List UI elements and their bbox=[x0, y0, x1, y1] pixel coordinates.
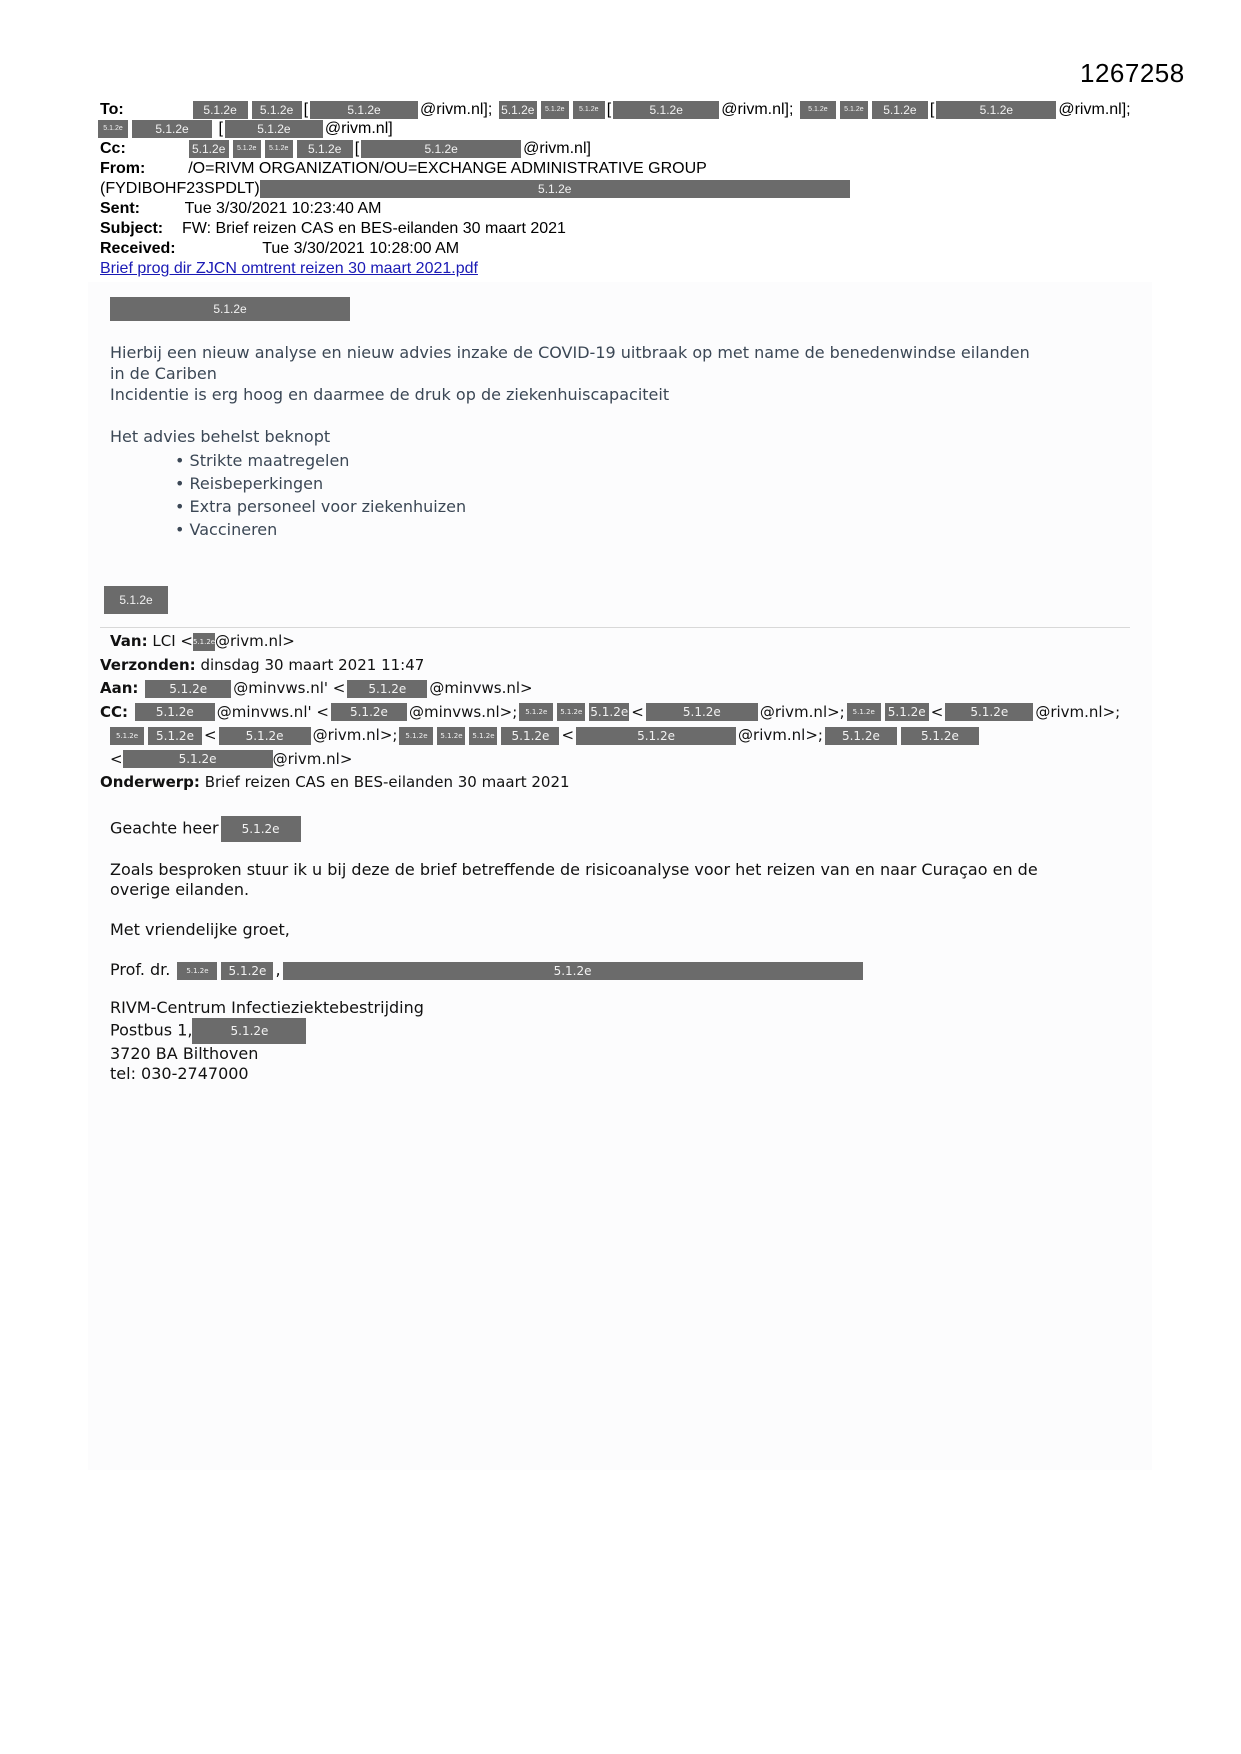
cc-line-original-3 bbox=[100, 748, 1120, 772]
redaction: 5.1.2e bbox=[576, 727, 736, 745]
to-line: To: 5.1.2e 5.1.2e [ 5.1.2e @rivm.nl]; 5.1.2e 5.1.2e 5.1.2e [ 5.1.2e @rivm.nl]; 5.1.2e 5.1.2e 5.1.2e [ 5.1.2e @rivm.nl]; bbox=[100, 101, 1131, 118]
redaction: 5.1.2e bbox=[936, 101, 1056, 119]
redaction: 5.1.2e bbox=[399, 727, 433, 745]
from-value-2: (FYDIBOHF23SPDLT) bbox=[100, 180, 260, 197]
city-line: 3720 BA Bilthoven bbox=[110, 1044, 259, 1063]
letter-body-2: overige eilanden. bbox=[110, 880, 250, 899]
redaction: 5.1.2e bbox=[519, 703, 553, 721]
advice-list bbox=[110, 449, 1140, 541]
email-domain: @rivm.nl]; bbox=[1058, 101, 1131, 118]
redaction: 5.1.2e bbox=[825, 727, 897, 745]
redaction: 5.1.2e bbox=[437, 727, 465, 745]
redaction: 5.1.2e bbox=[123, 750, 273, 768]
redaction: 5.1.2e bbox=[590, 705, 629, 719]
email-domain: @rivm.nl] bbox=[523, 140, 591, 157]
forward-line-3: Incidentie is erg hoog en daarmee de druk op de ziekenhuiscapaciteit bbox=[110, 385, 670, 404]
aan-value-1: @minvws.nl' < bbox=[233, 679, 346, 697]
lt: < bbox=[561, 726, 575, 744]
redaction: 5.1.2e bbox=[148, 727, 202, 745]
cc-line: Cc: 5.1.2e 5.1.2e 5.1.2e 5.1.2e [ 5.1.2e @rivm.nl] bbox=[100, 140, 591, 157]
redaction: 5.1.2e bbox=[310, 101, 418, 119]
redaction: 5.1.2e bbox=[110, 297, 350, 321]
cc-rivm: @rivm.nl>; bbox=[312, 726, 398, 744]
advice-intro: Het advies behelst beknopt bbox=[110, 427, 331, 446]
letter bbox=[110, 816, 1140, 1084]
redaction: 5.1.2e bbox=[573, 101, 605, 119]
cc-line-original bbox=[100, 701, 1120, 725]
forward-message bbox=[110, 342, 1140, 541]
redaction: 5.1.2e bbox=[225, 120, 323, 138]
redaction: 5.1.2e bbox=[557, 703, 585, 721]
email-domain: @rivm.nl]; bbox=[721, 101, 794, 118]
redaction: 5.1.2e bbox=[221, 816, 301, 842]
advice-item: • Reisbeperkingen bbox=[175, 472, 1140, 495]
redaction: 5.1.2e bbox=[221, 962, 273, 980]
redaction: 5.1.2e bbox=[189, 140, 229, 158]
cc-minvws-2: @minvws.nl>; bbox=[408, 702, 518, 721]
redaction: 5.1.2e bbox=[800, 101, 836, 119]
received-value: Tue 3/30/2021 10:28:00 AM bbox=[262, 240, 460, 257]
lt: < bbox=[110, 749, 123, 768]
redaction: 5.1.2e bbox=[297, 140, 353, 158]
cc-line-original-2 bbox=[100, 724, 1120, 748]
cc-label: Cc: bbox=[100, 140, 126, 157]
document-id: 1267258 bbox=[1080, 58, 1185, 88]
greeting: Geachte heer bbox=[110, 818, 219, 838]
redaction: 5.1.2e bbox=[283, 962, 863, 980]
redaction: 5.1.2e bbox=[132, 120, 212, 138]
redaction: 5.1.2e bbox=[192, 1018, 306, 1044]
forward-line-1: Hierbij een nieuw analyse en nieuw advies inzake de COVID-19 uitbraak op met name de benedenwindse eilanden bbox=[110, 343, 1030, 362]
cc-minvws-1: @minvws.nl' < bbox=[216, 702, 329, 721]
lt: < bbox=[204, 726, 217, 744]
redaction: 5.1.2e bbox=[104, 586, 168, 614]
email-domain: @rivm.nl] bbox=[324, 120, 393, 137]
from-label: From: bbox=[100, 160, 146, 177]
redaction: 5.1.2e bbox=[110, 727, 144, 745]
redaction: 5.1.2e bbox=[135, 703, 215, 721]
redaction: 5.1.2e bbox=[265, 140, 293, 158]
sent-line bbox=[100, 199, 382, 219]
redaction: 5.1.2e bbox=[499, 101, 537, 119]
aan-label: Aan: bbox=[100, 679, 139, 697]
onderwerp-value: Brief reizen CAS en BES-eilanden 30 maart 2021 bbox=[204, 773, 570, 791]
redaction: 5.1.2e bbox=[945, 703, 1033, 721]
redaction: 5.1.2e bbox=[901, 727, 979, 745]
redaction: 5.1.2e bbox=[233, 140, 261, 158]
redaction: 5.1.2e bbox=[885, 703, 929, 721]
advice-item: • Strikte maatregelen bbox=[175, 449, 1140, 472]
lt: < bbox=[631, 702, 644, 721]
advice-item: • Vaccineren bbox=[175, 518, 1140, 541]
org-name: RIVM-Centrum Infectieziektebestrijding bbox=[110, 998, 424, 1017]
attachment-link[interactable]: Brief prog dir ZJCN omtrent reizen 30 maart 2021.pdf bbox=[100, 260, 478, 277]
onderwerp-label: Onderwerp: bbox=[100, 773, 200, 791]
verzonden-value: dinsdag 30 maart 2021 11:47 bbox=[200, 655, 425, 674]
forward-line-2: in de Cariben bbox=[110, 364, 217, 383]
verzonden-line bbox=[100, 654, 1120, 678]
greeting-line bbox=[110, 816, 1140, 842]
redaction: 5.1.2e bbox=[361, 140, 521, 158]
redaction: 5.1.2e bbox=[219, 727, 311, 745]
received-line bbox=[100, 239, 459, 259]
redaction: 5.1.2e bbox=[347, 680, 427, 698]
sent-label: Sent: bbox=[100, 200, 140, 217]
redaction: 5.1.2e bbox=[145, 680, 231, 698]
sent-value: Tue 3/30/2021 10:23:40 AM bbox=[184, 200, 382, 217]
cc-rivm: @rivm.nl>; bbox=[738, 726, 823, 744]
subject-line bbox=[100, 219, 566, 239]
redaction: 5.1.2e bbox=[469, 727, 497, 745]
redaction: 5.1.2e bbox=[193, 101, 248, 119]
cc-label-original: CC: bbox=[100, 702, 129, 721]
original-header bbox=[100, 630, 1120, 795]
redaction: 5.1.2e bbox=[501, 727, 559, 745]
tel-line: tel: 030-2747000 bbox=[110, 1064, 249, 1083]
separator bbox=[100, 627, 1130, 628]
cc-rivm-end: @rivm.nl> bbox=[272, 749, 353, 768]
email-domain: @rivm.nl]; bbox=[420, 101, 493, 118]
to-line-2: 5.1.2e 5.1.2e [ 5.1.2e @rivm.nl] bbox=[100, 119, 393, 139]
aan-value-2: @minvws.nl> bbox=[429, 679, 533, 697]
redaction: 5.1.2e bbox=[193, 633, 215, 651]
onderwerp-line bbox=[100, 771, 1120, 795]
cc-rivm: @rivm.nl>; bbox=[1035, 702, 1121, 721]
aan-line bbox=[100, 677, 1120, 701]
advice-item: • Extra personeel voor ziekenhuizen bbox=[175, 495, 1140, 518]
verzonden-label: Verzonden: bbox=[100, 655, 196, 674]
title-prefix: Prof. dr. bbox=[110, 960, 171, 979]
comma: , bbox=[275, 960, 281, 979]
redaction: 5.1.2e bbox=[252, 101, 302, 119]
redaction: 5.1.2e bbox=[847, 703, 881, 721]
redaction: 5.1.2e bbox=[98, 120, 128, 138]
postbus-line bbox=[110, 1018, 1140, 1044]
redaction: 5.1.2e bbox=[541, 101, 569, 119]
subject-value: FW: Brief reizen CAS en BES-eilanden 30 maart 2021 bbox=[182, 220, 566, 237]
from-line-2 bbox=[100, 179, 852, 199]
van-domain: @rivm.nl> bbox=[214, 632, 295, 650]
van-label: Van: bbox=[110, 632, 148, 650]
cc-rivm: @rivm.nl>; bbox=[759, 702, 845, 721]
closing: Met vriendelijke groet, bbox=[110, 920, 290, 939]
from-line bbox=[100, 159, 707, 179]
redaction: 5.1.2e bbox=[177, 962, 217, 980]
redaction: 5.1.2e bbox=[613, 101, 719, 119]
lt: < bbox=[930, 702, 944, 721]
postbus: Postbus 1, bbox=[110, 1020, 193, 1040]
van-value: LCI < bbox=[152, 632, 193, 650]
letter-body-1: Zoals besproken stuur ik u bij deze de brief betreffende de risicoanalyse voor het reizen van en naar Curaçao en de bbox=[110, 860, 1038, 879]
signature-name-line bbox=[110, 960, 1140, 980]
van-line bbox=[100, 630, 1120, 654]
received-label: Received: bbox=[100, 240, 176, 257]
from-value: /O=RIVM ORGANIZATION/OU=EXCHANGE ADMINISTRATIVE GROUP bbox=[188, 160, 707, 177]
redaction: 5.1.2e bbox=[331, 703, 407, 721]
redaction: 5.1.2e bbox=[260, 180, 850, 198]
to-label: To: bbox=[100, 101, 124, 118]
redaction: 5.1.2e bbox=[646, 703, 758, 721]
attachment-line bbox=[100, 259, 478, 279]
subject-label: Subject: bbox=[100, 220, 164, 237]
redaction: 5.1.2e bbox=[872, 101, 928, 119]
redaction: 5.1.2e bbox=[840, 101, 868, 119]
